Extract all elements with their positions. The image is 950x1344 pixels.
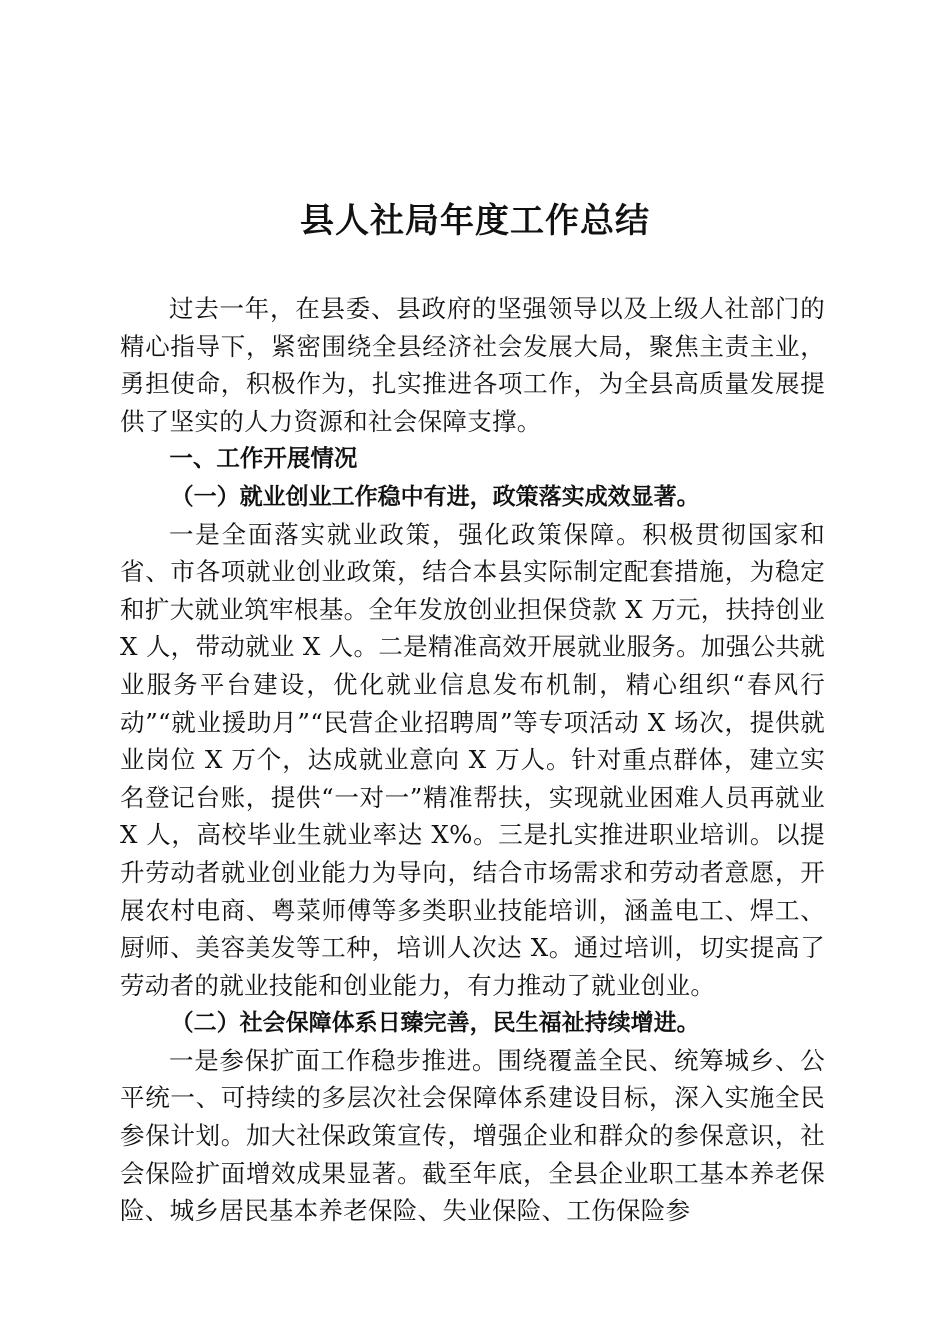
section-heading-1: 一、工作开展情况 xyxy=(169,444,358,473)
subsection-heading-social-security: （二）社会保障体系日臻完善，民生福祉持续增进。 xyxy=(170,1009,700,1037)
document-body xyxy=(120,290,825,1230)
intro-paragraph: 过去一年，在县委、县政府的坚强领导以及上级人社部门的精心指导下，紧密围绕全县经济社会发展大局，聚焦主责主业，勇担使命，积极作为，扎实推进各项工作，为全县高质量发展提供了坚实的人力资源和社会保障支撑。 xyxy=(120,294,825,436)
subsection-heading-employment: （一）就业创业工作稳中有进，政策落实成效显著。 xyxy=(170,482,700,510)
social-security-paragraph: 一是参保扩面工作稳步推进。围绕覆盖全民、统筹城乡、公平统一、可持续的多层次社会保障体系建设目标，深入实施全民参保计划。加大社保政策宣传，增强企业和群众的参保意识，社会保险扩面增效成果显著。截至年底，全县企业职工基本养老保险、城乡居民基本养老保险、失业保险、工伤保险参 xyxy=(120,1045,825,1226)
document-title: 县人社局年度工作总结 xyxy=(300,201,650,241)
employment-paragraph: 一是全面落实就业政策，强化政策保障。积极贯彻国家和省、市各项就业创业政策，结合本县实际制定配套措施，为稳定和扩大就业筑牢根基。全年发放创业担保贷款 X 万元，扶持创业 X 人，带动就业 X 人。二是精准高效开展就业服务。加强公共就业服务平台建设，优化就业信息发布机制，精心组织“春风行动”“就业援助月”“民营企业招聘周”等专项活动 X 场次，提供就业岗位 X 万个，达成就业意向 X 万人。针对重点群体，建立实名登记台账，提供“一对一”精准帮扶，实现就业困难人员再就业 X 人，高校毕业生就业率达 X%。三是扎实推进职业培训。以提升劳动者就业创业能力为导向，结合市场需求和劳动者意愿，开展农村电商、粤菜师傅等多类职业技能培训，涵盖电工、焊工、厨师、美容美发等工种，培训人次达 X。通过培训，切实提高了劳动者的就业技能和创业能力，有力推动了就业创业。 xyxy=(120,519,825,1000)
